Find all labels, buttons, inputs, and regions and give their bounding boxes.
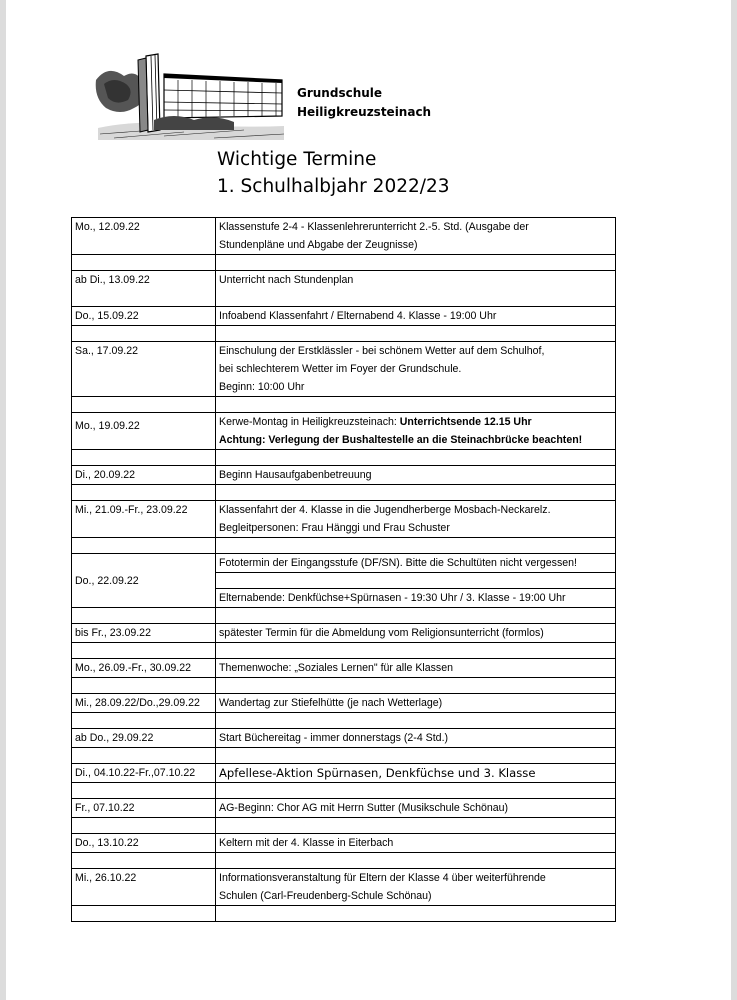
event-cell [216, 764, 616, 783]
event-line: Stundenpläne und Abgabe der Zeugnisse) [219, 239, 418, 251]
date-cell: Di., 04.10.22-Fr.,07.10.22 [72, 764, 216, 783]
event-line: bei schlechterem Wetter im Foyer der Grundschule. [219, 363, 462, 375]
school-name-line1: Grundschule [297, 86, 383, 100]
event-cell [216, 834, 616, 853]
event-text-bold: Unterrichtsende 12.15 Uhr [399, 416, 532, 428]
table-row [72, 501, 616, 538]
school-name [297, 84, 431, 122]
event-line: spätester Termin für die Abmeldung vom Religionsunterricht (formlos) [219, 627, 544, 639]
event-cell [216, 659, 616, 678]
event-cell [216, 307, 616, 326]
spacer-row [72, 608, 616, 624]
date-cell: Do., 15.09.22 [72, 307, 216, 326]
event-line: Infoabend Klassenfahrt / Elternabend 4. Klasse - 19:00 Uhr [219, 310, 497, 322]
date-cell: ab Do., 29.09.22 [72, 729, 216, 748]
date-cell: Fr., 07.10.22 [72, 799, 216, 818]
event-cell [216, 501, 616, 538]
table-row [72, 271, 616, 307]
spacer-row [72, 748, 616, 764]
table-row [72, 466, 616, 485]
date-cell: bis Fr., 23.09.22 [72, 624, 216, 643]
event-line: Beginn: 10:00 Uhr [219, 381, 305, 393]
document-title [217, 146, 450, 200]
table-row [72, 342, 616, 397]
table-row [72, 624, 616, 643]
table-row [72, 413, 616, 450]
event-line: Keltern mit der 4. Klasse in Eiterbach [219, 837, 394, 849]
event-line: Wandertag zur Stiefelhütte (je nach Wetterlage) [219, 697, 443, 709]
event-line: Themenwoche: „Soziales Lernen" für alle Klassen [219, 662, 454, 674]
date-cell: ab Di., 13.09.22 [72, 271, 216, 307]
table-row [72, 764, 616, 783]
event-line-bold: Achtung: Verlegung der Bushaltestelle an die Steinachbrücke beachten! [219, 434, 583, 446]
date-cell: Di., 20.09.22 [72, 466, 216, 485]
event-line: Einschulung der Erstklässler - bei schönem Wetter auf dem Schulhof, [219, 345, 545, 357]
spacer-row [72, 713, 616, 729]
school-building-logo [94, 50, 290, 142]
spacer-row [72, 397, 616, 413]
event-cell [216, 624, 616, 643]
table-row [72, 869, 616, 906]
event-line: Elternabende: Denkfüchse+Spürnasen - 19:30 Uhr / 3. Klasse - 19:00 Uhr [219, 592, 566, 604]
event-cell [216, 342, 616, 397]
date-cell: Do., 22.09.22 [72, 554, 216, 608]
spacer-row [72, 783, 616, 799]
event-line: Apfellese-Aktion Spürnasen, Denkfüchse und 3. Klasse [219, 766, 536, 780]
date-cell: Mi., 21.09.-Fr., 23.09.22 [72, 501, 216, 538]
event-cell [216, 729, 616, 748]
event-line: Klassenstufe 2-4 - Klassenlehrerunterricht 2.-5. Std. (Ausgabe der [219, 221, 529, 233]
spacer-row [72, 538, 616, 554]
event-line: Klassenfahrt der 4. Klasse in die Jugendherberge Mosbach-Neckarelz. [219, 504, 551, 516]
table-row [72, 554, 616, 573]
spacer-row [72, 678, 616, 694]
title-line2: 1. Schulhalbjahr 2022/23 [217, 176, 450, 197]
table-row [72, 729, 616, 748]
event-line: Begleitpersonen: Frau Hänggi und Frau Schuster [219, 522, 450, 534]
event-cell [216, 413, 616, 450]
event-line: Schulen (Carl-Freudenberg-Schule Schönau) [219, 890, 432, 902]
spacer-row [72, 643, 616, 659]
spacer-row [72, 853, 616, 869]
spacer-row [72, 485, 616, 501]
event-cell [216, 799, 616, 818]
event-cell [216, 694, 616, 713]
spacer-row [72, 906, 616, 922]
event-cell [216, 589, 616, 608]
event-line: Start Büchereitag - immer donnerstags (2-4 Std.) [219, 732, 449, 744]
table-row [72, 694, 616, 713]
event-line [219, 413, 612, 431]
school-name-line2: Heiligkreuzsteinach [297, 105, 432, 119]
spacer-row [72, 326, 616, 342]
spacer-row [72, 818, 616, 834]
date-cell: Do., 13.10.22 [72, 834, 216, 853]
event-line: AG-Beginn: Chor AG mit Herrn Sutter (Musikschule Schönau) [219, 802, 509, 814]
date-cell: Mi., 26.10.22 [72, 869, 216, 906]
table-row [72, 307, 616, 326]
event-text: Kerwe-Montag in Heiligkreuzsteinach: [219, 416, 400, 428]
event-cell [216, 466, 616, 485]
event-line: Beginn Hausaufgabenbetreuung [219, 469, 372, 481]
event-line: Informationsveranstaltung für Eltern der Klasse 4 über weiterführende [219, 872, 546, 884]
title-line1: Wichtige Termine [217, 149, 377, 170]
table-row [72, 834, 616, 853]
event-line: Unterricht nach Stundenplan [219, 274, 354, 286]
table-row [72, 799, 616, 818]
event-cell [216, 271, 616, 307]
spacer-row [72, 255, 616, 271]
date-cell: Mo., 19.09.22 [72, 413, 216, 450]
date-cell: Mi., 28.09.22/Do.,29.09.22 [72, 694, 216, 713]
event-cell [216, 218, 616, 255]
document-page [6, 0, 731, 1000]
spacer-row [72, 450, 616, 466]
date-cell: Mo., 26.09.-Fr., 30.09.22 [72, 659, 216, 678]
date-cell: Mo., 12.09.22 [72, 218, 216, 255]
date-cell: Sa., 17.09.22 [72, 342, 216, 397]
table-row [72, 218, 616, 255]
termine-table [71, 217, 616, 922]
event-cell [216, 554, 616, 573]
event-line: Fototermin der Eingangsstufe (DF/SN). Bitte die Schultüten nicht vergessen! [219, 557, 578, 569]
table-row [72, 659, 616, 678]
event-cell [216, 869, 616, 906]
